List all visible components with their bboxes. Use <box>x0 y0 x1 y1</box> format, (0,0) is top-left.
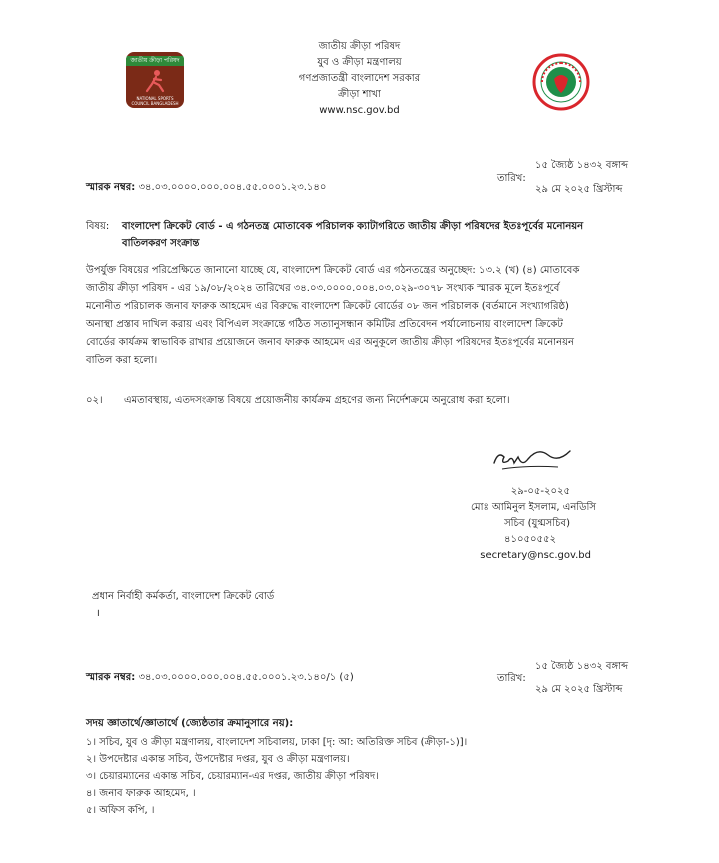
signature-mark <box>488 443 578 475</box>
header-govt: গণপ্রজাতন্ত্রী বাংলাদেশ সরকার <box>298 73 421 84</box>
date-bangla-1: ১৫ জ্যৈষ্ঠ ১৪৩২ বঙ্গাব্দ <box>535 160 629 171</box>
paragraph-2-text: এমতাবস্থায়, এতদসংক্রান্ত বিষয়ে প্রয়োজনীয় কার্যক্রম গ্রহণের জন্য নির্দেশক্রমে অনুরোধ করা হলো। <box>124 395 510 406</box>
date-label-2: তারিখ: <box>497 673 526 684</box>
memo-number-value: ৩৪.০৩.০০০০.০০০.০০৪.৫৫.০০০১.২৩.১৪০ <box>138 182 327 193</box>
header-ministry: যুব ও ক্রীড়া মন্ত্রণালয় <box>317 57 402 68</box>
signatory-designation: সচিব (যুগ্মসচিব) <box>504 518 570 529</box>
date-english-2: ২৯ মে ২০২৫ খ্রিস্টাব্দ <box>535 684 623 695</box>
nsc-logo-subtext: NATIONAL SPORTS COUNCIL BANGLADESH <box>131 96 179 106</box>
subject-line-2: বাতিলকরণ সংক্রান্ত <box>122 238 200 249</box>
recipient-address: । <box>96 608 100 619</box>
body-line: বাতিল করা হলো। <box>86 355 158 366</box>
header-org: জাতীয় ক্রীড়া পরিষদ <box>318 41 401 52</box>
distribution-item: ২। উপদেষ্টার একান্ত সচিব, উপদেষ্টার দপ্তর, যুব ও ক্রীড়া মন্ত্রণালয়। <box>86 754 350 765</box>
body-line: উপর্যুক্ত বিষয়ের পরিপ্রেক্ষিতে জানানো যাচ্ছে যে, বাংলাদেশ ক্রিকেট বোর্ড এর গঠনতন্ত্রের অনুচ্ছেদ: ১৩.২ (খ) (৪) মোতাবেক <box>86 265 580 276</box>
header-website: www.nsc.gov.bd <box>319 105 400 116</box>
body-line: অনাস্থা প্রস্তাব দাখিল করায় এবং বিপিএল সংক্রান্তে গঠিত সত্যানুসন্ধান কমিটির প্রতিবেদন পর্যালোচনায় বাংলাদেশ ক্রিকেট <box>86 319 563 330</box>
distribution-item: ৪। জনাব ফারুক আহমেদ, । <box>86 788 196 799</box>
date-english-1: ২৯ মে ২০২৫ খ্রিস্টাব্দ <box>535 184 623 195</box>
paragraph-2-number: ০২। <box>86 395 103 406</box>
signature-date: ২৯-০৫-২০২৫ <box>510 486 570 497</box>
memo-number-2 <box>86 670 354 685</box>
body-paragraph-1 <box>86 262 666 370</box>
subject-label: বিষয়: <box>86 221 110 232</box>
distribution-item: ৫। অফিস কপি, । <box>86 805 155 816</box>
date-bangla-2: ১৫ জ্যৈষ্ঠ ১৪৩২ বঙ্গাব্দ <box>535 661 629 672</box>
recipient-line: প্রধান নির্বাহী কর্মকর্তা, বাংলাদেশ ক্রিকেট বোর্ড <box>92 591 275 602</box>
distribution-item: ৩। চেয়ারম্যানের একান্ত সচিব, চেয়ারম্যান-এর দপ্তর, জাতীয় ক্রীড়া পরিষদ। <box>86 771 379 782</box>
memo-number-label: স্মারক নম্বর: <box>86 672 136 683</box>
distribution-heading: সদয় জ্ঞাতার্থে/জ্ঞাতার্থে (জ্যেষ্ঠতার ক্রমানুসারে নয়): <box>86 718 294 729</box>
body-line: বোর্ডের কার্যক্রম স্বাভাবিক রাখার প্রয়োজনে জনাব ফারুক আহমেদ এর অনুকূলে জাতীয় ক্রীড়া পরিষদের ইতঃপূর্বের মনোনয়ন <box>86 337 574 348</box>
distribution-list <box>86 734 666 819</box>
date-label-1: তারিখ: <box>497 173 526 184</box>
body-line: মনোনীত পরিচালক জনাব ফারুক আহমেদ এর বিরুদ্ধে বাংলাদেশ ক্রিকেট বোর্ডের ০৮ জন পরিচালক (বর্তমানে সংখ্যাগরিষ্ঠ) <box>86 301 569 312</box>
signatory-name: মোঃ আমিনুল ইসলাম, এনডিসি <box>470 502 596 513</box>
body-line: জাতীয় ক্রীড়া পরিষদ - এর ১৯/০৮/২০২৪ তারিখের ৩৪.০৩.০০০০.০০৪.০৩.০২৯-৩০৭৮ সংখ্যক স্মারক মূলে ইতঃপূর্বে <box>86 283 560 294</box>
distribution-item: ১। সচিব, যুব ও ক্রীড়া মন্ত্রণালয়, বাংলাদেশ সচিবালয়, ঢাকা [দৃ: আ: অতিরিক্ত সচিব (ক্রীড়া-১)]। <box>86 737 468 748</box>
nsc-logo-text: জাতীয় ক্রীড়া পরিষদ <box>130 57 180 64</box>
memo-number-label: স্মারক নম্বর: <box>86 182 136 193</box>
header-branch: ক্রীড়া শাখা <box>338 89 381 100</box>
memo-number-1 <box>86 180 326 195</box>
signatory-email: secretary@nsc.gov.bd <box>480 550 591 561</box>
subject-line-1: বাংলাদেশ ক্রিকেট বোর্ড - এ গঠনতন্ত্র মোতাবেক পরিচালক ক্যাটাগরিতে জাতীয় ক্রীড়া পরিষদের ইতঃপূর্বের মনোনয়ন <box>122 221 584 232</box>
memo-number-value: ৩৪.০৩.০০০০.০০০.০০৪.৫৫.০০০১.২৩.১৪০/১ (৫) <box>138 672 354 683</box>
signatory-phone: ৪১০৫০৫৫২ <box>504 534 556 545</box>
